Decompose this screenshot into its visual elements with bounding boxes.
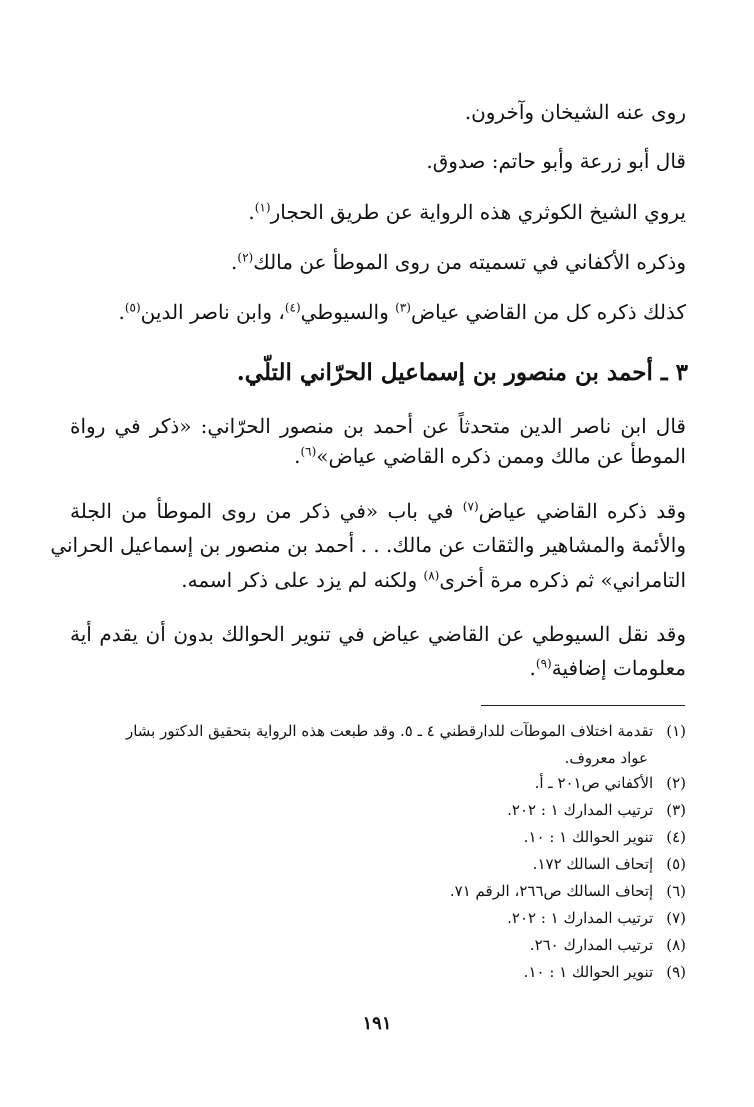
footnote-number: (٩) — [666, 963, 686, 981]
footnote-number: (٤) — [666, 828, 686, 846]
paragraph-text: ، وابن ناصر الدين — [140, 300, 285, 324]
footnote-ref: (٧) — [462, 499, 479, 514]
section-text: التامراني» ثم ذكره مرة أخرى — [439, 568, 686, 592]
section-heading: ٣ ـ أحمد بن منصور بن إسماعيل الحرّاني التلّي. — [236, 359, 688, 386]
paragraph-end: . — [231, 250, 238, 274]
paragraph-text: روى عنه الشيخان وآخرون. — [464, 100, 686, 124]
paragraph-kawthari — [248, 198, 686, 226]
footnote-ref: (٢) — [237, 250, 254, 265]
footnote-text: ترتيب المدارك ١ : ٢٠٢. — [507, 909, 654, 927]
footnote-number: (٣) — [666, 801, 686, 819]
section-end: . — [529, 656, 536, 680]
footnote-number: (٢) — [666, 774, 686, 792]
section-text: في باب «في ذكر من روى الموطأ من الجلة — [70, 499, 463, 523]
paragraph-mentions — [118, 298, 686, 326]
section-end: . — [294, 444, 301, 468]
footnote-4 — [524, 826, 686, 848]
footnote-separator — [481, 705, 685, 706]
footnote-text: تنوير الحوالك ١ : ١٠. — [523, 963, 654, 981]
footnote-ref: (٣) — [395, 300, 411, 315]
paragraph-text: كذلك ذكره كل من القاضي عياض — [410, 300, 686, 324]
paragraph-text: والسيوطي — [300, 300, 396, 324]
footnote-text: تنوير الحوالك ١ : ١٠. — [523, 828, 654, 846]
page-number: ١٩١ — [362, 1013, 392, 1034]
footnote-ref: (٤) — [284, 300, 301, 315]
footnote-1-continuation: عواد معروف. — [564, 749, 648, 767]
paragraph-narrators — [465, 98, 686, 126]
section-text: معلومات إضافية — [551, 656, 686, 680]
footnote-text: إتحاف السالك ١٧٢. — [532, 855, 654, 873]
paragraph-grading — [426, 147, 686, 175]
section-line — [530, 654, 686, 682]
footnote-7 — [507, 907, 686, 929]
section-line — [70, 497, 686, 525]
section-line — [70, 412, 686, 440]
footnote-9 — [524, 961, 686, 983]
paragraph-akfani — [231, 248, 686, 276]
footnote-ref: (١) — [254, 200, 271, 215]
footnote-number: (٨) — [666, 936, 686, 954]
section-line — [294, 442, 686, 470]
footnote-ref: (٥) — [124, 300, 141, 315]
section-line — [50, 531, 686, 559]
footnote-3 — [507, 799, 686, 821]
footnote-5 — [533, 853, 686, 875]
section-text: ولكنه لم يزد على ذكر اسمه. — [181, 568, 424, 592]
section-line — [181, 566, 686, 594]
footnote-text: ترتيب المدارك ٢٦٠. — [529, 936, 654, 954]
paragraph-end: . — [118, 300, 125, 324]
footnote-text: إتحاف السالك ص٢٦٦، الرقم ٧١. — [449, 882, 654, 900]
footnote-number: (٦) — [666, 882, 686, 900]
footnote-ref: (٩) — [535, 656, 552, 671]
footnote-number: (١) — [666, 722, 686, 740]
footnote-8 — [530, 934, 686, 956]
paragraph-text: وذكره الأكفاني في تسميته من روى الموطأ عن مالك — [253, 250, 686, 274]
section-text: وقد ذكره القاضي عياض — [478, 499, 686, 523]
section-text: والأئمة والمشاهير والثقات عن مالك. . . أحمد بن منصور بن إسماعيل الحراني — [50, 533, 686, 557]
footnote-text: ترتيب المدارك ١ : ٢٠٢. — [507, 801, 654, 819]
footnote-2 — [535, 772, 686, 794]
footnote-text: الأكفاني ص٢٠١ ـ أ. — [534, 774, 654, 792]
paragraph-text: يروي الشيخ الكوثري هذه الرواية عن طريق الحجار — [270, 200, 686, 224]
section-line — [70, 620, 686, 648]
section-text: الموطأ عن مالك وممن ذكره القاضي عياض» — [316, 444, 686, 468]
footnote-1 — [70, 720, 686, 742]
section-text: قال ابن ناصر الدين متحدثاً عن أحمد بن منصور الحرّاني: «ذكر في رواة — [70, 414, 686, 438]
footnote-number: (٧) — [666, 909, 686, 927]
footnote-ref: (٦) — [300, 444, 317, 459]
section-text: وقد نقل السيوطي عن القاضي عياض في تنوير الحوالك بدون أن يقدم أية — [70, 622, 686, 646]
paragraph-end: . — [248, 200, 255, 224]
paragraph-text: قال أبو زرعة وأبو حاتم: صدوق. — [426, 149, 686, 173]
footnote-text: تقدمة اختلاف الموطآت للدارقطني ٤ ـ ٥. وقد طبعت هذه الرواية بتحقيق الدكتور بشار — [125, 722, 654, 740]
footnote-number: (٥) — [666, 855, 686, 873]
footnote-6 — [450, 880, 686, 902]
footnote-ref: (٨) — [423, 568, 440, 583]
